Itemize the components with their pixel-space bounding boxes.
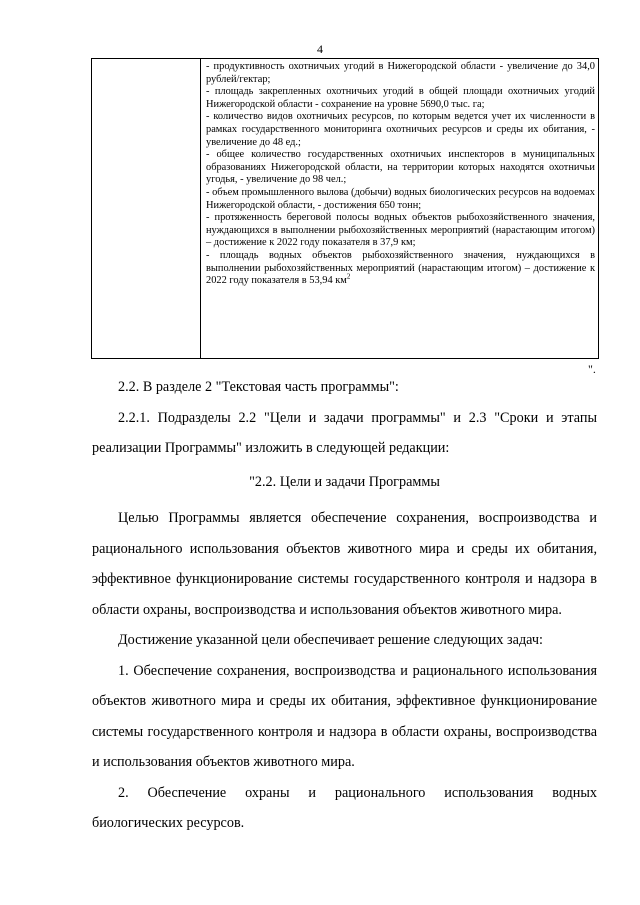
closing-quote: ". bbox=[588, 362, 596, 376]
indicator-item: - площадь закрепленных охотничьих угодий в общей площади охотничьих угодий Нижегородской области - сохранение на уровне 5690,0 тыс. га; bbox=[206, 86, 595, 110]
paragraph: 1. Обеспечение сохранения, воспроизводства и рационального использования объектов животного мира и среды их обитания, эффективное функционирование системы государственного контроля и надзора в области охраны, воспроизводства и использования объектов животного мира. bbox=[92, 662, 597, 770]
amendment-intro bbox=[92, 372, 597, 464]
indicators-table bbox=[91, 58, 599, 359]
indicators-cell bbox=[206, 61, 595, 288]
section-heading: "2.2. Цели и задачи Программы bbox=[249, 474, 440, 490]
paragraph: 2.2.1. Подразделы 2.2 "Цели и задачи программы" и 2.3 "Сроки и этапы реализации Программы" изложить в следующей редакции: bbox=[92, 409, 597, 456]
indicator-item-last bbox=[206, 250, 595, 288]
table-column-divider bbox=[200, 59, 201, 358]
paragraph: Достижение указанной цели обеспечивает решение следующих задач: bbox=[118, 632, 543, 648]
paragraph: Целью Программы является обеспечение сохранения, воспроизводства и рационального использования объектов животного мира и среды их обитания, эффективное функционирование системы государственного контроля и надзора в области охраны, воспроизводства и использования объектов животного мира. bbox=[92, 510, 597, 618]
paragraph: 2. Обеспечение охраны и рационального использования водных биологических ресурсов. bbox=[92, 784, 597, 831]
indicator-item: - протяженность береговой полосы водных объектов рыбохозяйственного значения, нуждающихся в выполнении рыбохозяйственных мероприятий (нарастающим итогом) – достижение к 2022 году показателя в 37,9 км; bbox=[206, 212, 595, 249]
paragraph: 2.2. В разделе 2 "Текстовая часть программы": bbox=[118, 379, 399, 395]
indicator-item: - количество видов охотничьих ресурсов, по которым ведется учет их численности в рамках государственного мониторинга охотничьих ресурсов и среды их обитания, - увеличение до 48 ед.; bbox=[206, 111, 595, 148]
superscript-two: 2 bbox=[346, 272, 351, 281]
indicator-item-text: - площадь водных объектов рыбохозяйственного значения, нуждающихся в выполнении рыбохозяйственных мероприятий (нарастающим итогом) – достижение к 2022 году показателя в 53,94 км bbox=[206, 249, 595, 287]
indicator-item: - общее количество государственных охотничьих инспекторов в муниципальных образованиях Нижегородской области, на территории которых находятся охотничьи угодья, - увеличение до 98 чел.; bbox=[206, 149, 595, 186]
page-number: 4 bbox=[317, 42, 323, 56]
indicator-item: - объем промышленного вылова (добычи) водных биологических ресурсов на водоемах Нижегородской области, - достижения 650 тонн; bbox=[206, 186, 595, 211]
indicator-item: - продуктивность охотничьих угодий в Нижегородской области - увеличение до 34,0 рублей/гектар; bbox=[206, 61, 595, 85]
section-body bbox=[92, 503, 597, 839]
